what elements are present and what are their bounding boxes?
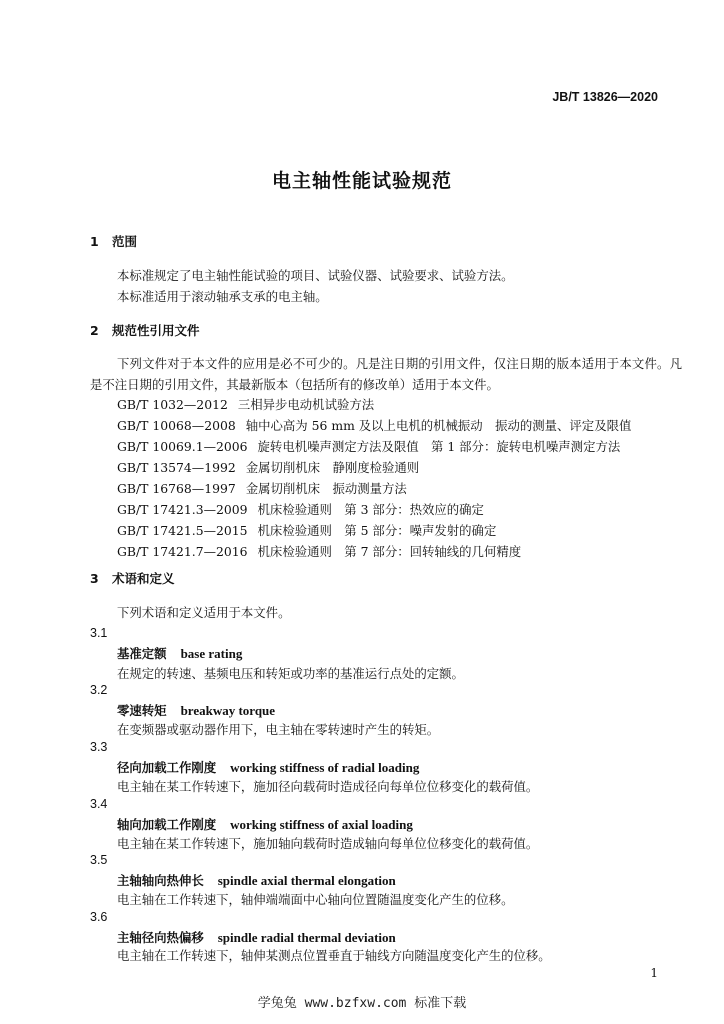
standard-number: JB/T 13826—2020 [552, 90, 658, 104]
reference-title: 金属切削机床 振动测量方法 [245, 481, 407, 496]
reference-item [117, 479, 407, 497]
reference-code: GB/T 13574—1992 [117, 460, 236, 475]
term-entry [117, 758, 419, 776]
clause-number: 3.2 [90, 683, 108, 697]
term-zh: 零速转矩 [117, 703, 167, 718]
reference-item [117, 542, 521, 560]
clause-number: 3.6 [90, 910, 108, 924]
reference-code: GB/T 17421.7—2016 [117, 544, 248, 559]
clause-number: 3.3 [90, 740, 108, 754]
reference-title: 机床检验通则 第 3 部分：热效应的确定 [257, 502, 484, 517]
term-zh: 径向加载工作刚度 [117, 760, 217, 775]
term-definition: 电主轴在某工作转速下，施加轴向载荷时造成轴向每单位位移变化的载荷值。 [117, 836, 539, 851]
section-1-heading [90, 232, 137, 250]
term-entry [117, 644, 242, 662]
reference-code: GB/T 10069.1—2006 [117, 439, 248, 454]
term-en: breakway torque [180, 703, 276, 718]
section-3-heading [90, 569, 175, 587]
reference-code: GB/T 17421.5—2015 [117, 523, 248, 538]
reference-code: GB/T 17421.3—2009 [117, 502, 248, 517]
term-en: spindle axial thermal elongation [217, 873, 396, 888]
term-entry [117, 928, 396, 946]
paragraph: 下列文件对于本文件的应用是必不可少的。凡是注日期的引用文件，仅注日期的版本适用于本文件。凡是不注日期的引用文件，其最新版本（包括所有的修改单）适用于本文件。 [90, 356, 682, 392]
reference-title: 三相异步电动机试验方法 [237, 397, 375, 412]
footer-watermark: 学兔兔 www.bzfxw.com 标准下载 [257, 996, 467, 1011]
reference-item [117, 500, 484, 518]
reference-item [117, 416, 631, 434]
page-number: 1 [650, 966, 658, 980]
term-zh: 主轴径向热偏移 [117, 930, 204, 945]
term-definition: 在规定的转速、基频电压和转矩或功率的基准运行点处的定额。 [117, 666, 464, 681]
term-zh: 主轴轴向热伸长 [117, 873, 204, 888]
section-number: 1 [90, 234, 99, 249]
term-definition: 电主轴在工作转速下，轴伸端端面中心轴向位置随温度变化产生的位移。 [117, 892, 514, 907]
section-title: 规范性引用文件 [112, 323, 200, 338]
reference-title: 金属切削机床 静刚度检验通则 [245, 460, 420, 475]
reference-title: 机床检验通则 第 7 部分：回转轴线的几何精度 [257, 544, 522, 559]
document-title: 电主轴性能试验规范 [271, 170, 452, 192]
reference-code: GB/T 10068—2008 [117, 418, 236, 433]
term-definition: 电主轴在工作转速下，轴伸某测点位置垂直于轴线方向随温度变化产生的位移。 [117, 948, 551, 963]
term-en: working stiffness of axial loading [230, 817, 413, 832]
clause-number: 3.5 [90, 853, 108, 867]
section-number: 2 [90, 323, 99, 338]
reference-code: GB/T 1032—2012 [117, 397, 228, 412]
paragraph: 本标准规定了电主轴性能试验的项目、试验仪器、试验要求、试验方法。 [117, 268, 514, 283]
reference-title: 旋转电机噪声测定方法及限值 第 1 部分：旋转电机噪声测定方法 [257, 439, 621, 454]
reference-item [117, 458, 419, 476]
reference-title: 机床检验通则 第 5 部分：噪声发射的确定 [257, 523, 497, 538]
clause-number: 3.1 [90, 626, 108, 640]
reference-item [117, 521, 496, 539]
term-entry [117, 815, 413, 833]
term-en: working stiffness of radial loading [230, 760, 420, 775]
term-entry [117, 701, 275, 719]
term-definition: 在变频器或驱动器作用下，电主轴在零转速时产生的转矩。 [117, 722, 440, 737]
section-title: 范围 [112, 234, 138, 249]
clause-number: 3.4 [90, 797, 108, 811]
term-en: base rating [180, 646, 243, 661]
reference-code: GB/T 16768—1997 [117, 481, 236, 496]
reference-title: 轴中心高为 56 mm 及以上电机的机械振动 振动的测量、评定及限值 [245, 418, 632, 433]
section-title: 术语和定义 [112, 571, 175, 586]
term-entry [117, 871, 396, 889]
paragraph: 下列术语和定义适用于本文件。 [117, 605, 291, 620]
term-en: spindle radial thermal deviation [217, 930, 396, 945]
term-definition: 电主轴在某工作转速下，施加径向载荷时造成径向每单位位移变化的载荷值。 [117, 779, 539, 794]
term-zh: 轴向加载工作刚度 [117, 817, 217, 832]
reference-item [117, 437, 620, 455]
section-2-heading [90, 321, 200, 339]
reference-item [117, 395, 374, 413]
section-number: 3 [90, 571, 99, 586]
term-zh: 基准定额 [117, 646, 167, 661]
paragraph: 本标准适用于滚动轴承支承的电主轴。 [117, 289, 328, 304]
